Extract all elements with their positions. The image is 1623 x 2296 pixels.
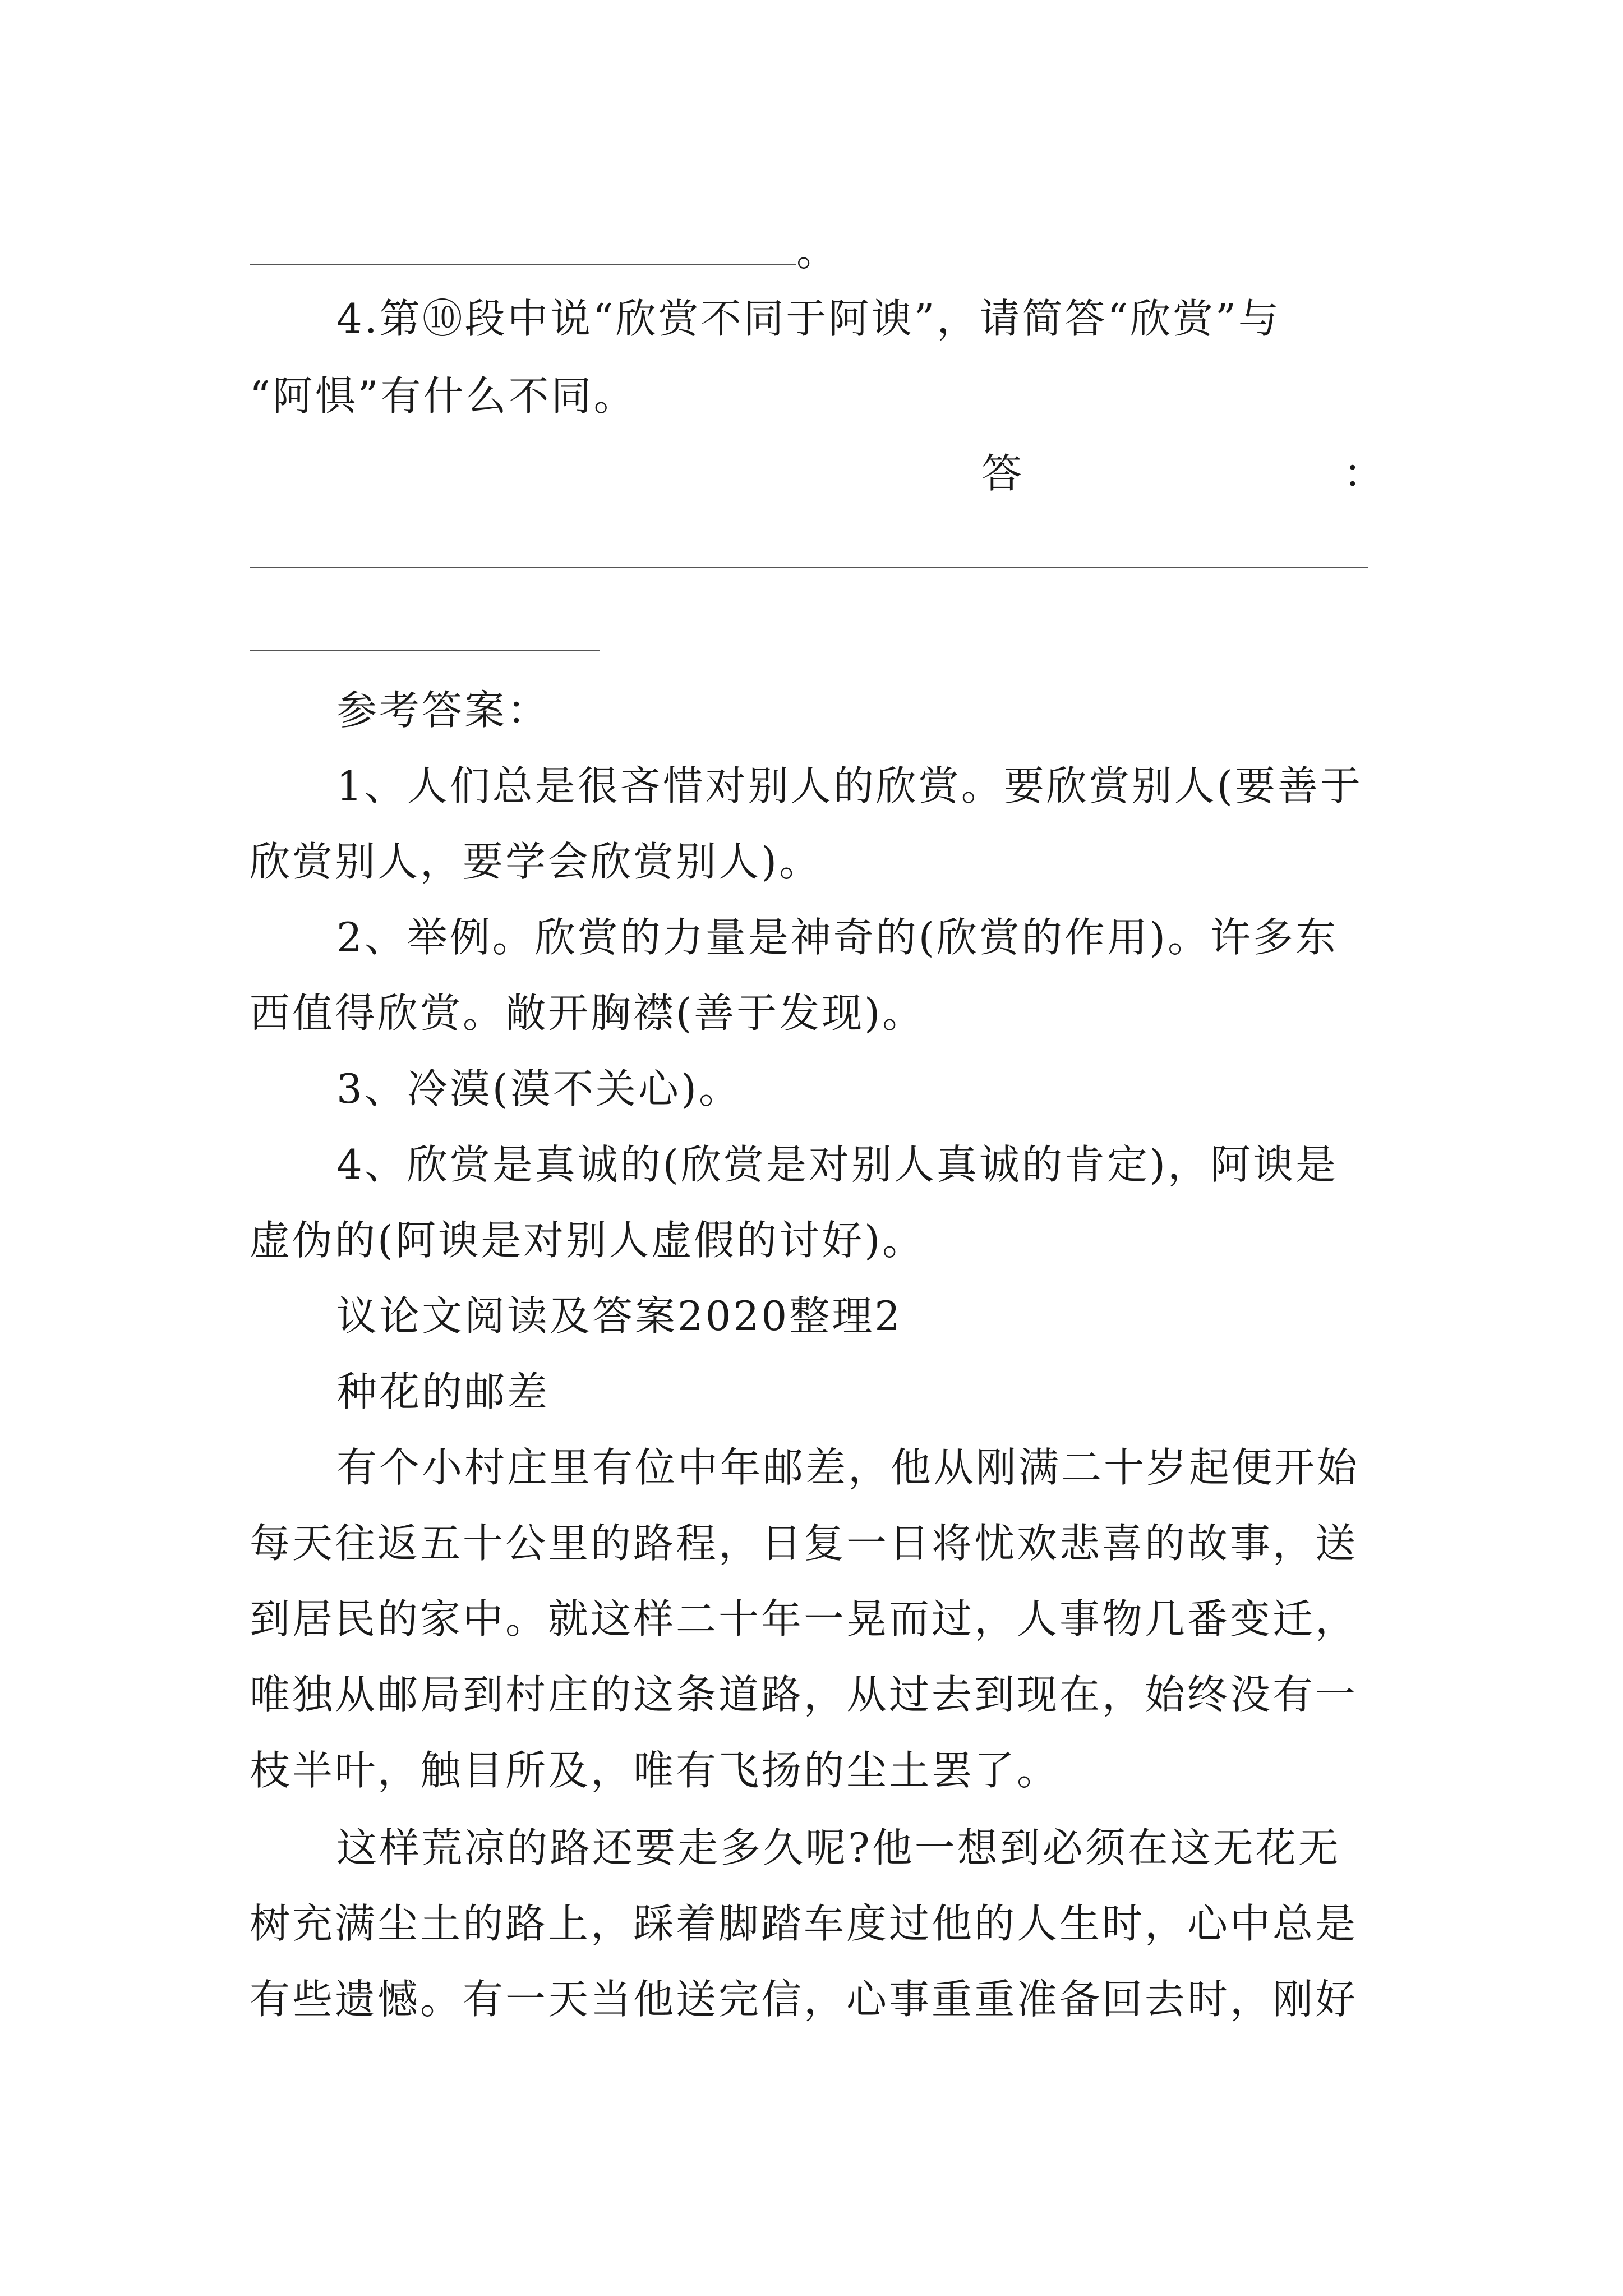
answer-3-line-1: 3、冷漠(漠不关心)。: [336, 1065, 741, 1112]
paragraph-1-line-1: 有个小村庄里有位中年邮差，他从刚满二十岁起便开始: [336, 1444, 1360, 1491]
q4-line-2: “阿惧”有什么不同。: [250, 372, 637, 420]
answers-heading: 参考答案：: [336, 687, 550, 734]
answer-4-line-1: 4、欣赏是真诚的(欣赏是对别人真诚的肯定)，阿谀是: [336, 1141, 1338, 1188]
paragraph-2-line-1: 这样荒凉的路还要走多久呢?他一想到必须在这无花无: [336, 1824, 1341, 1871]
q4-line-1: 4.第⑩段中说“欣赏不同于阿谀”，请简答“欣赏”与: [336, 295, 1281, 342]
end-mark: 。: [796, 228, 837, 275]
answer-2-line-2: 西值得欣赏。敞开胸襟(善于发现)。: [250, 990, 925, 1037]
paragraph-2-line-2: 树充满尘土的路上，踩着脚踏车度过他的人生时，心中总是: [250, 1900, 1358, 1947]
answer-2-line-1: 2、举例。欣赏的力量是神奇的(欣赏的作用)。许多东: [336, 914, 1338, 961]
answer-label: 答: [981, 450, 1022, 497]
paragraph-1-line-5: 枝半叶，触目所及，唯有飞扬的尘土罢了。: [250, 1747, 1060, 1794]
section-title: 议论文阅读及答案2020整理2: [336, 1292, 903, 1340]
answer-1-line-1: 1、人们总是很吝惜对别人的欣赏。要欣赏别人(要善于: [336, 762, 1363, 809]
answer-blank-line: [250, 650, 600, 651]
story-title: 种花的邮差: [336, 1368, 550, 1415]
answer-colon: ：: [1343, 450, 1384, 497]
paragraph-2-line-3: 有些遗憾。有一天当他送完信，心事重重准备回去时，刚好: [250, 1976, 1358, 2023]
answer-blank-line: [250, 264, 796, 265]
answer-blank-line: [250, 567, 1368, 568]
answer-4-line-2: 虚伪的(阿谀是对别人虚假的讨好)。: [250, 1217, 925, 1264]
paragraph-1-line-3: 到居民的家中。就这样二十年一晃而过，人事物几番变迁，: [250, 1595, 1358, 1642]
paragraph-1-line-2: 每天往返五十公里的路程，日复一日将忧欢悲喜的故事，送: [250, 1520, 1358, 1567]
answer-1-line-2: 欣赏别人，要学会欣赏别人)。: [250, 838, 822, 885]
paragraph-1-line-4: 唯独从邮局到村庄的这条道路，从过去到现在，始终没有一: [250, 1671, 1358, 1718]
